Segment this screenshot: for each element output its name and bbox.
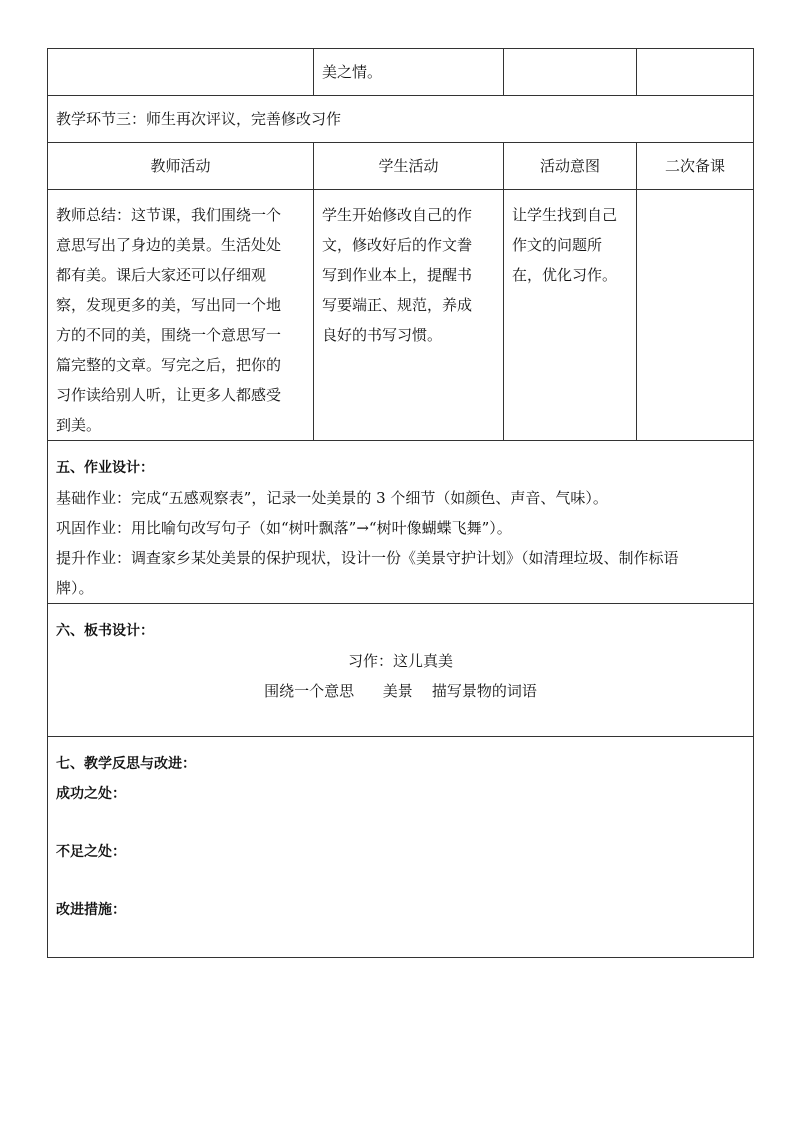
header-second-prep: 二次备课: [637, 143, 754, 190]
homework-row: [48, 441, 754, 604]
board-title: 六、板书设计：: [56, 623, 154, 639]
reflection-improvement: 改进措施：: [56, 902, 126, 918]
reflection-title: 七、教学反思与改进：: [56, 756, 196, 772]
student-line: 写要端正、规范，养成: [322, 296, 473, 314]
continuation-student-cell: [314, 49, 504, 96]
continuation-row: [48, 49, 754, 96]
reflection-success: 成功之处：: [56, 786, 126, 802]
continuation-intent-cell: [504, 49, 637, 96]
student-line: 良好的书写习惯。: [322, 326, 443, 344]
activity-intent-cell: [504, 190, 637, 441]
teacher-activity-cell: [48, 190, 314, 441]
reflection-shortcoming: 不足之处：: [56, 844, 126, 860]
board-line-2: 围绕一个意思 美景 描写景物的词语: [264, 682, 537, 700]
student-line: 文，修改好后的作文誊: [322, 236, 473, 254]
board-line-1: 习作：这儿真美: [347, 652, 453, 670]
homework-item: 提升作业：调查家乡某处美景的保护现状，设计一份《美景守护计划》（如清理垃圾、制作标语: [56, 549, 679, 567]
section3-title-row: [48, 96, 754, 143]
header-teacher-activity: 教师活动: [48, 143, 314, 190]
board-row: [48, 604, 754, 737]
homework-item: 巩固作业：用比喻句改写句子（如“树叶飘落”→“树叶像蝴蝶飞舞”）。: [56, 519, 512, 537]
student-line: 写到作业本上，提醒书: [322, 266, 473, 284]
section3-title: 教学环节三：师生再次评议，完善修改习作: [56, 110, 342, 128]
continuation-teacher-cell: [48, 49, 314, 96]
activity-header-row: [48, 143, 754, 190]
intent-line: 作文的问题所: [512, 236, 603, 254]
teacher-line: 意思写出了身边的美景。生活处处: [56, 236, 282, 254]
teacher-line: 篇完整的文章。写完之后，把你的: [56, 356, 282, 374]
continuation-student-text: 美之情。: [322, 63, 383, 81]
reflection-row: [48, 737, 754, 958]
teacher-line: 教师总结：这节课，我们围绕一个: [56, 206, 282, 224]
student-activity-cell: [314, 190, 504, 441]
teacher-line: 方的不同的美，围绕一个意思写一: [56, 326, 282, 344]
teacher-line: 察，发现更多的美，写出同一个地: [56, 296, 282, 314]
student-line: 学生开始修改自己的作: [322, 206, 473, 224]
lesson-plan-table: [47, 48, 754, 958]
homework-title: 五、作业设计：: [56, 460, 154, 476]
teacher-line: 习作读给别人听，让更多人都感受: [56, 386, 282, 404]
intent-line: 在，优化习作。: [512, 266, 618, 284]
second-prep-cell: [637, 190, 754, 441]
header-student-activity: 学生活动: [314, 143, 504, 190]
homework-item: 基础作业：完成“五感观察表”，记录一处美景的 3 个细节（如颜色、声音、气味）。: [56, 489, 608, 507]
teacher-line: 都有美。课后大家还可以仔细观: [56, 266, 267, 284]
continuation-prep-cell: [637, 49, 754, 96]
intent-line: 让学生找到自己: [512, 206, 618, 224]
teacher-line: 到美。: [56, 416, 102, 434]
activity-content-row: [48, 190, 754, 441]
homework-item: 牌）。: [56, 579, 94, 597]
header-activity-intent: 活动意图: [504, 143, 637, 190]
